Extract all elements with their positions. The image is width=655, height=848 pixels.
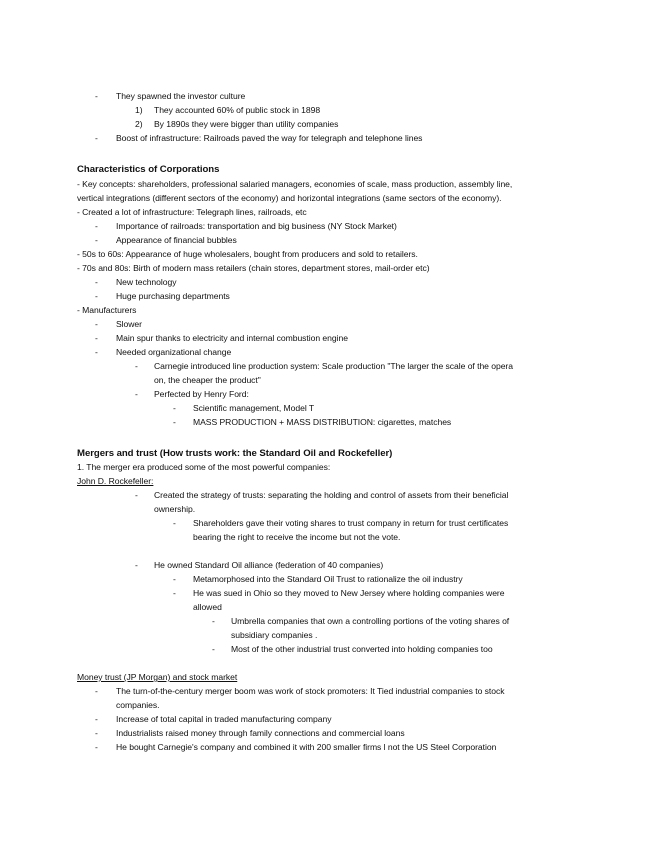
paragraph-line: vertical integrations (different sectors of the economy) and horizontal integrations (same sectors of the economy).: [77, 193, 502, 203]
bullet-marker: -: [95, 221, 98, 231]
list-item: Metamorphosed into the Standard Oil Trust to rationalize the oil industry: [193, 574, 463, 584]
bullet-marker: -: [95, 347, 98, 357]
list-item-continuation: bearing the right to receive the income but not the vote.: [193, 532, 401, 542]
list-item: Increase of total capital in traded manufacturing company: [116, 714, 332, 724]
list-item: Most of the other industrial trust converted into holding companies too: [231, 644, 493, 654]
bullet-marker: -: [212, 616, 215, 626]
list-item: Needed organizational change: [116, 347, 232, 357]
list-item: MASS PRODUCTION + MASS DISTRIBUTION: cigarettes, matches: [193, 417, 452, 427]
section-heading: Characteristics of Corporations: [77, 164, 220, 175]
list-item: By 1890s they were bigger than utility companies: [154, 119, 339, 129]
bullet-marker: -: [135, 490, 138, 500]
paragraph-line: - Manufacturers: [77, 305, 137, 315]
bullet-marker: -: [95, 714, 98, 724]
bullet-marker: -: [135, 560, 138, 570]
bullet-marker: -: [95, 235, 98, 245]
bullet-marker: -: [173, 518, 176, 528]
paragraph-line: - 50s to 60s: Appearance of huge wholesalers, bought from producers and sold to retailers.: [77, 249, 418, 259]
list-item: The turn-of-the-century merger boom was work of stock promoters: It Tied industrial companies to stock: [116, 686, 505, 696]
section-heading: Mergers and trust (How trusts work: the Standard Oil and Rockefeller): [77, 448, 393, 459]
list-item-continuation: subsidiary companies .: [231, 630, 318, 640]
bullet-marker: -: [95, 333, 98, 343]
subheading: Money trust (JP Morgan) and stock market: [77, 672, 238, 682]
list-item: Boost of infrastructure: Railroads paved the way for telegraph and telephone lines: [116, 133, 423, 143]
paragraph-line: - Key concepts: shareholders, professional salaried managers, economies of scale, mass production, assembly line,: [77, 179, 513, 189]
bullet-marker: -: [173, 574, 176, 584]
list-item: They spawned the investor culture: [116, 91, 246, 101]
list-item: New technology: [116, 277, 177, 287]
list-item: Shareholders gave their voting shares to trust company in return for trust certificates: [193, 518, 509, 528]
list-item: Created the strategy of trusts: separating the holding and control of assets from their beneficial: [154, 490, 509, 500]
list-item: He was sued in Ohio so they moved to New Jersey where holding companies were: [193, 588, 505, 598]
list-item-continuation: allowed: [193, 602, 222, 612]
bullet-marker: -: [173, 588, 176, 598]
bullet-marker: -: [95, 728, 98, 738]
list-item: Importance of railroads: transportation and big business (NY Stock Market): [116, 221, 397, 231]
list-item: Umbrella companies that own a controlling portions of the voting shares of: [231, 616, 510, 626]
bullet-marker: -: [95, 686, 98, 696]
list-item-continuation: companies.: [116, 700, 160, 710]
number-marker: 1): [135, 105, 143, 115]
bullet-marker: -: [95, 742, 98, 752]
bullet-marker: -: [95, 277, 98, 287]
list-item: Slower: [116, 319, 142, 329]
list-item: Perfected by Henry Ford:: [154, 389, 249, 399]
list-item: Industrialists raised money through family connections and commercial loans: [116, 728, 405, 738]
list-item: Carnegie introduced line production system: Scale production "The larger the scale of the opera: [154, 361, 513, 371]
bullet-marker: -: [173, 403, 176, 413]
bullet-marker: -: [173, 417, 176, 427]
bullet-marker: -: [95, 91, 98, 101]
bullet-marker: -: [135, 361, 138, 371]
bullet-marker: -: [95, 291, 98, 301]
bullet-marker: -: [95, 319, 98, 329]
list-item: Main spur thanks to electricity and internal combustion engine: [116, 333, 348, 343]
subheading: John D. Rockefeller:: [77, 476, 154, 486]
bullet-marker: -: [135, 389, 138, 399]
list-item: He owned Standard Oil alliance (federation of 40 companies): [154, 560, 384, 570]
list-item-continuation: ownership.: [154, 504, 196, 514]
list-item: Appearance of financial bubbles: [116, 235, 237, 245]
list-item: Huge purchasing departments: [116, 291, 230, 301]
list-item: Scientific management, Model T: [193, 403, 315, 413]
bullet-marker: -: [95, 133, 98, 143]
paragraph-line: 1. The merger era produced some of the most powerful companies:: [77, 462, 331, 472]
list-item-continuation: on, the cheaper the product": [154, 375, 261, 385]
bullet-marker: -: [212, 644, 215, 654]
paragraph-line: - 70s and 80s: Birth of modern mass retailers (chain stores, department stores, mail-order etc): [77, 263, 430, 273]
list-item: He bought Carnegie's company and combined it with 200 smaller firms l not the US Steel Corporation: [116, 742, 497, 752]
number-marker: 2): [135, 119, 143, 129]
paragraph-line: - Created a lot of infrastructure: Telegraph lines, railroads, etc: [77, 207, 307, 217]
list-item: They accounted 60% of public stock in 1898: [154, 105, 321, 115]
